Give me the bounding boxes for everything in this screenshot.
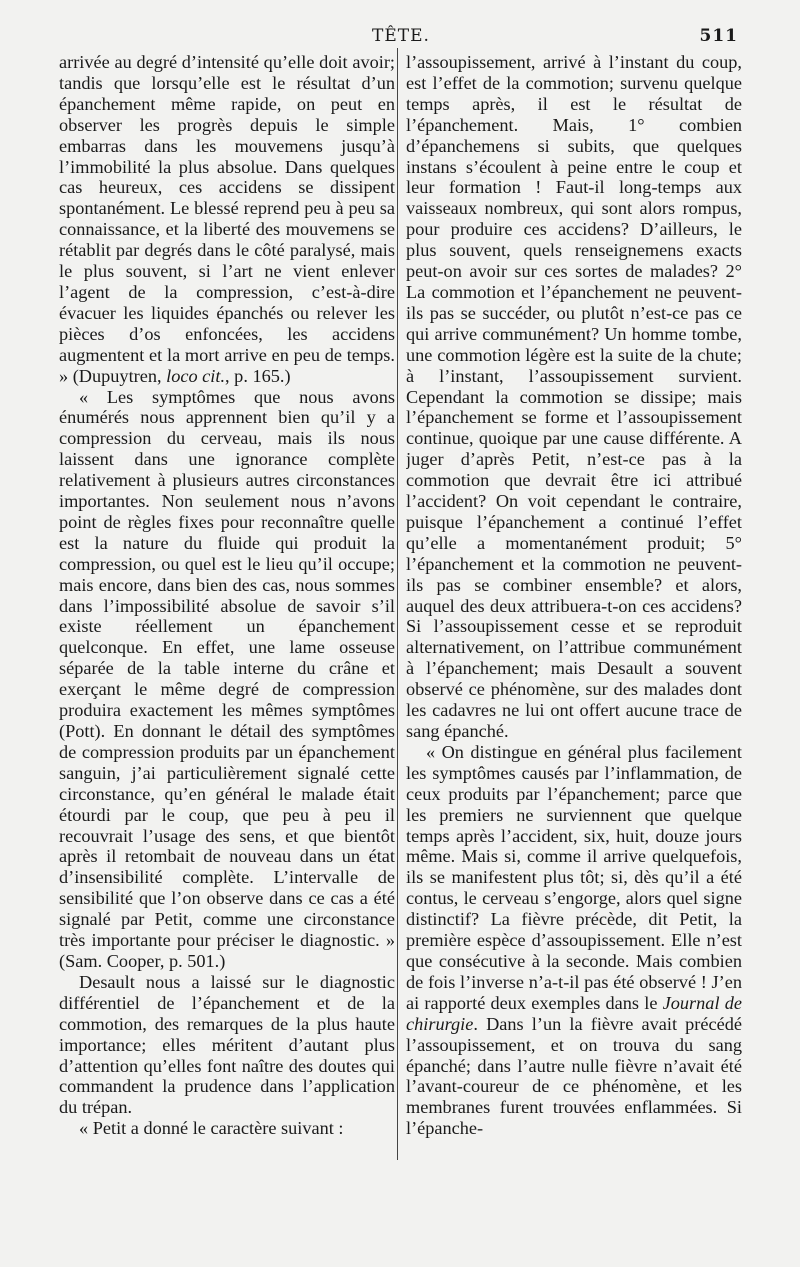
paragraph-text: « On distingue en général plus facilement les symptômes causés par l’inflammation, de ceux produits par l’épanchement; parce que les premiers ne surviennent que quelque temps après l’accident, six, huit, douze jours même. Mais si, comme il arrive quelquefois, ils se manifestent plus tôt; si, dès qu’il a été contus, le cerveau s’engorge, alors quel signe distinctif? La fièvre précède, dit Petit, la première espèce d’assoupissement. Elle n’est que consécutive à la seconde. Mais combien de fois l’inverse n’a-t-il pas été observé ! J’en ai rapporté deux exemples dans le xyxy=(406,741,742,1013)
paragraph-text: arrivée au degré d’intensité qu’elle doit avoir; tandis que lorsqu’elle est le résultat d’un épanchement même rapide, on peut en observer les progrès depuis le simple embarras dans les mouvemens jusqu’à l’immobilité la plus absolue. Dans quelques cas heureux, ces accidens se dissipent spontanément. Le blessé reprend peu à peu sa connaissance, et la liberté des mouvemens se rétablit par degrés dans le côté paralysé, mais le plus souvent, si l’art ne vient enlever l’agent de la compression, c’est-à-dire évacuer les liquides épanchés ou relever les pièces d’os enfoncées, les accidens augmentent et la mort arrive en peu de temps. » (Dupuytren, xyxy=(59,52,395,386)
paragraph: « Petit a donné le caractère suivant : xyxy=(79,1118,344,1139)
page-title: TÊTE. xyxy=(372,26,430,46)
right-column xyxy=(406,52,742,1157)
paragraph: Desault nous a laissé sur le diagnostic différentiel de l’épanchement et de la commotion, des remarques de la plus haute importance; elles méritent d’autant plus d’attention qu’elles font naître des doutes qui commandent la prudence dans l’application du trépan. xyxy=(59,971,395,1118)
column-divider xyxy=(397,48,398,1160)
journal-title-italic: Journal de chirurgie xyxy=(406,992,742,1034)
left-column xyxy=(59,52,395,1157)
page-number: 511 xyxy=(699,26,738,46)
citation-italic: loco cit. xyxy=(166,365,226,386)
paragraph xyxy=(59,52,395,387)
running-head xyxy=(0,26,800,50)
citation-text: , p. 165.) xyxy=(225,365,291,386)
paragraph: l’assoupissement, arrivé à l’instant du coup, est l’effet de la commotion; survenu quelque temps après, il est le résultat de l’épanchement. Mais, 1° combien d’épanchemens si subits, que quelques instans s’écoulent à peine entre le coup et leur formation ! Faut-il long-temps aux vaisseaux nombreux, qui sont alors rompus, pour produire ces accidens? D’ailleurs, le plus souvent, quels renseignemens exacts peut-on avoir sur ces sortes de malades? 2° La commotion et l’épanchement ne peuvent-ils pas se succéder, ou plutôt n’est-ce pas ce qui arrive communément? Un homme tombe, une commotion légère est la suite de la chute; à l’instant, l’assoupissement survient. Cependant la commotion se dissipe; mais l’épanchement se forme et l’assoupissement continue, quoique par une cause différente. A juger d’après Petit, n’est-ce pas à la commotion que devrait être ici attribué l’accident? On voit cependant le contraire, puisque l’épanchement a continué l’effet qu’elle a momentanément produit; 5° l’épanchement et la commotion ne peuvent-ils pas se combiner ensemble? et alors, auquel des deux attribuera-t-on ces accidens? Si l’assoupissement cesse et se reproduit alternativement, on l’attribue communément à l’épanchement; mais Desault a souvent observé ce phénomène, sur des malades dont les cadavres ne lui ont offert aucune trace de sang épanché. xyxy=(406,52,742,741)
paragraph: « Les symptômes que nous avons énumérés nous apprennent bien qu’il y a compression du cerveau, mais ils nous laissent dans une ignorance complète relativement à plusieurs autres circonstances importantes. Non seulement nous n’avons point de règles fixes pour reconnaître quelle est la nature du fluide qui produit la compression, ou quel est le lieu qu’il occupe; mais encore, dans bien des cas, nous sommes dans l’impossibilité absolue de savoir s’il existe réellement un épanchement quelconque. En effet, une lame osseuse séparée de la table interne du crâne et exerçant le même degré de compression produira exactement les mêmes symptômes (Pott). En donnant le détail des symptômes de compression produits par un épanchement sanguin, j’ai particulièrement signalé cette circonstance, qu’en général le malade était étourdi par le coup, que peu à peu il recouvrait l’usage des sens, et que bientôt après il retombait de nouveau dans un état d’insensibilité complète. L’intervalle de sensibilité que l’on observe dans ce cas a été signalé par Petit, comme une circonstance très importante pour préciser le diagnostic. » (Sam. Cooper, p. 501.) xyxy=(59,386,395,971)
paragraph-text: . Dans l’un la fièvre avait précédé l’assoupissement, et on trouva du sang épanché; dans l’autre nulle fièvre n’avait été l’avant-coureur de ce phénomène, et les membranes furent trouvées enflammées. Si l’épanche- xyxy=(406,1013,742,1139)
paragraph xyxy=(406,742,742,1139)
